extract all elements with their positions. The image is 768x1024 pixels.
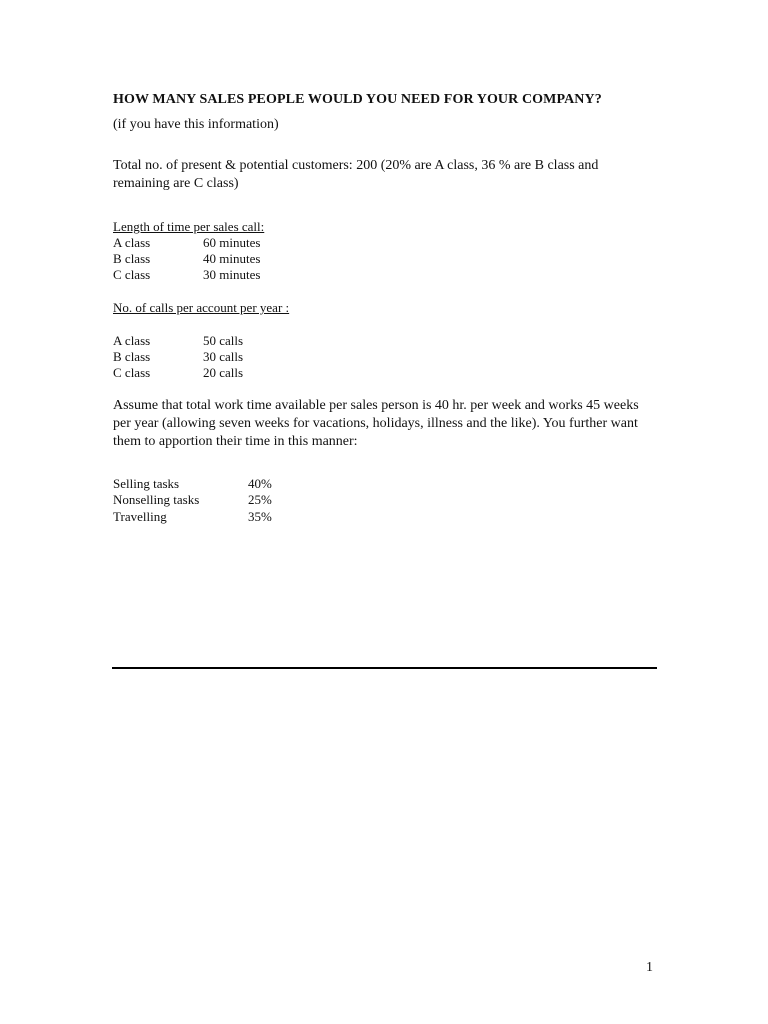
class-label: A class xyxy=(113,235,151,250)
calls-per-year-value: 20 calls xyxy=(203,365,244,380)
class-label: A class xyxy=(113,333,151,348)
call-length-heading: Length of time per sales call: xyxy=(113,219,265,234)
calls-per-year-row xyxy=(113,333,244,349)
assumption-paragraph: Assume that total work time available per sales person is 40 hr. per week and works 45 weeks per year (allowing seven weeks for vacations, holidays, illness and the like). You further want them to apportion their time in this manner: xyxy=(113,398,639,449)
call-length-value: 40 minutes xyxy=(203,251,261,266)
calls-per-year-value: 30 calls xyxy=(203,349,244,364)
class-label: C class xyxy=(113,267,151,282)
horizontal-rule xyxy=(112,667,657,669)
document-subtitle: (if you have this information) xyxy=(113,117,279,132)
document-title: HOW MANY SALES PEOPLE WOULD YOU NEED FOR YOUR COMPANY? xyxy=(113,92,602,107)
calls-per-year-row xyxy=(113,365,244,381)
call-length-value: 60 minutes xyxy=(203,235,261,250)
task-percent: 40% xyxy=(248,476,272,491)
calls-per-year-value: 50 calls xyxy=(203,333,244,348)
time-allocation-row xyxy=(113,476,272,492)
call-length-value: 30 minutes xyxy=(203,267,261,282)
class-label: B class xyxy=(113,349,151,364)
task-percent: 35% xyxy=(248,509,272,524)
task-label: Selling tasks xyxy=(113,476,180,491)
page-number: 1 xyxy=(646,960,653,975)
call-length-row xyxy=(113,235,261,251)
call-length-row xyxy=(113,267,261,283)
calls-per-year-row xyxy=(113,349,244,365)
time-allocation-row xyxy=(113,509,272,525)
class-label: C class xyxy=(113,365,151,380)
call-length-row xyxy=(113,251,261,267)
class-label: B class xyxy=(113,251,151,266)
task-label: Travelling xyxy=(113,509,167,524)
task-label: Nonselling tasks xyxy=(113,492,200,507)
task-percent: 25% xyxy=(248,492,272,507)
customers-paragraph: Total no. of present & potential customers: 200 (20% are A class, 36 % are B class and remaining are C class) xyxy=(113,158,599,191)
calls-per-year-heading: No. of calls per account per year : xyxy=(113,300,290,315)
time-allocation-row xyxy=(113,492,272,508)
